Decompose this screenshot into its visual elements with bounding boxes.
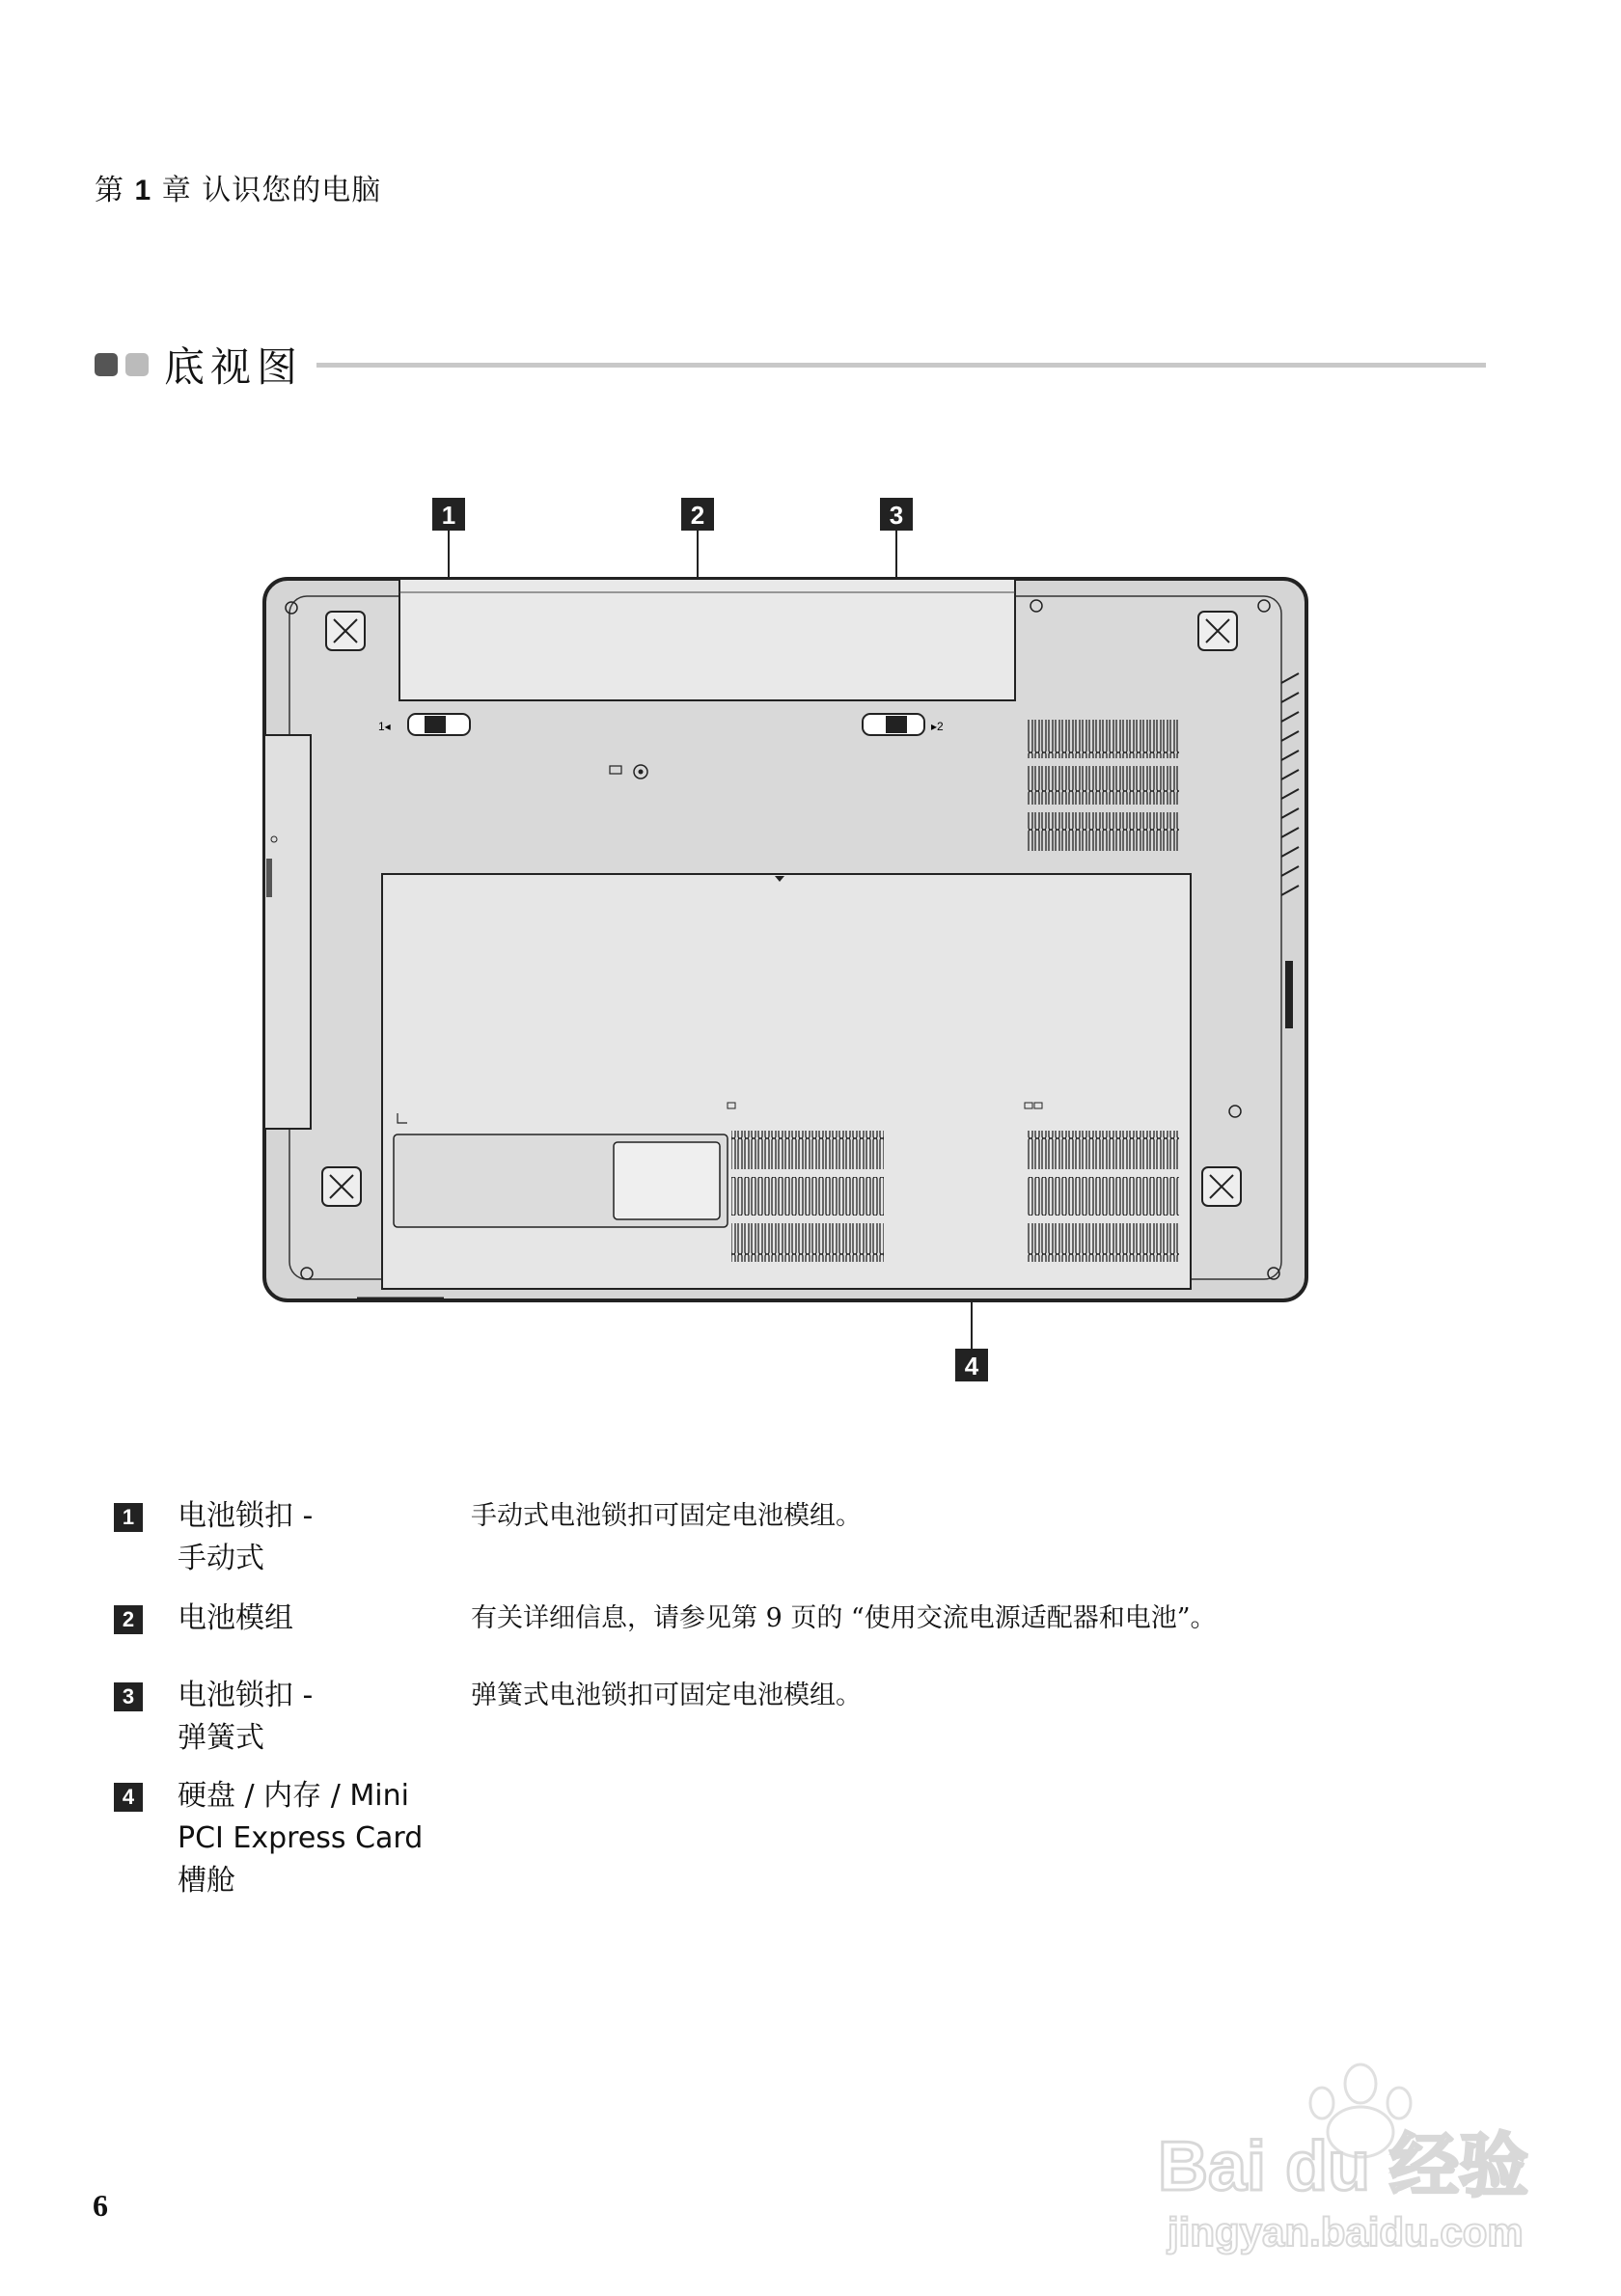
item-number: 4 <box>114 1783 143 1812</box>
item-description: 弹簧式电池锁扣可固定电池模组。 <box>471 1681 862 1710</box>
item-description: 有关详细信息，请参见第 9 页的 “使用交流电源适配器和电池”。 <box>471 1603 1217 1633</box>
laptop-bottom-diagram <box>251 482 1332 1389</box>
chapter-title: 章 认识您的电脑 <box>151 174 382 207</box>
rubber-foot <box>1202 1167 1241 1206</box>
item-term: 电池锁扣 - 手动式 <box>178 1499 314 1575</box>
section-heading <box>95 336 1486 394</box>
rubber-foot <box>326 612 365 650</box>
svg-text:1: 1 <box>441 501 456 530</box>
svg-text:1◂: 1◂ <box>378 720 391 733</box>
optical-drive-bay <box>264 735 311 1129</box>
item-term: 电池模组 <box>178 1601 293 1635</box>
svg-text:jingyan.baidu.com: jingyan.baidu.com <box>1168 2209 1524 2255</box>
section-bullet-dark <box>95 353 118 376</box>
chapter-header <box>95 166 381 208</box>
battery-module <box>399 579 1015 700</box>
chapter-number: 1 <box>134 175 152 206</box>
section-bullet-light <box>125 353 149 376</box>
svg-text:▸2: ▸2 <box>931 720 944 733</box>
item-number: 3 <box>114 1682 143 1711</box>
svg-text:3: 3 <box>889 501 904 530</box>
item-term: 硬盘 / 内存 / Mini PCI Express Card 槽舱 <box>178 1779 424 1898</box>
rubber-foot <box>322 1167 361 1206</box>
section-title: 底视图 <box>164 343 304 391</box>
page-number: 6 <box>93 2188 108 2223</box>
svg-text:4: 4 <box>964 1352 979 1380</box>
svg-text:2: 2 <box>690 501 705 530</box>
svg-text:Bai du 经验: Bai du 经验 <box>1158 2128 1529 2205</box>
rubber-foot <box>1198 612 1237 650</box>
baidu-jingyan-watermark <box>1148 2055 1573 2257</box>
section-rule <box>316 363 1486 368</box>
item-description: 手动式电池锁扣可固定电池模组。 <box>471 1501 862 1531</box>
item-term: 电池锁扣 - 弹簧式 <box>178 1679 314 1755</box>
item-number: 1 <box>114 1503 143 1532</box>
item-number: 2 <box>114 1605 143 1634</box>
chapter-prefix: 第 <box>95 174 135 207</box>
